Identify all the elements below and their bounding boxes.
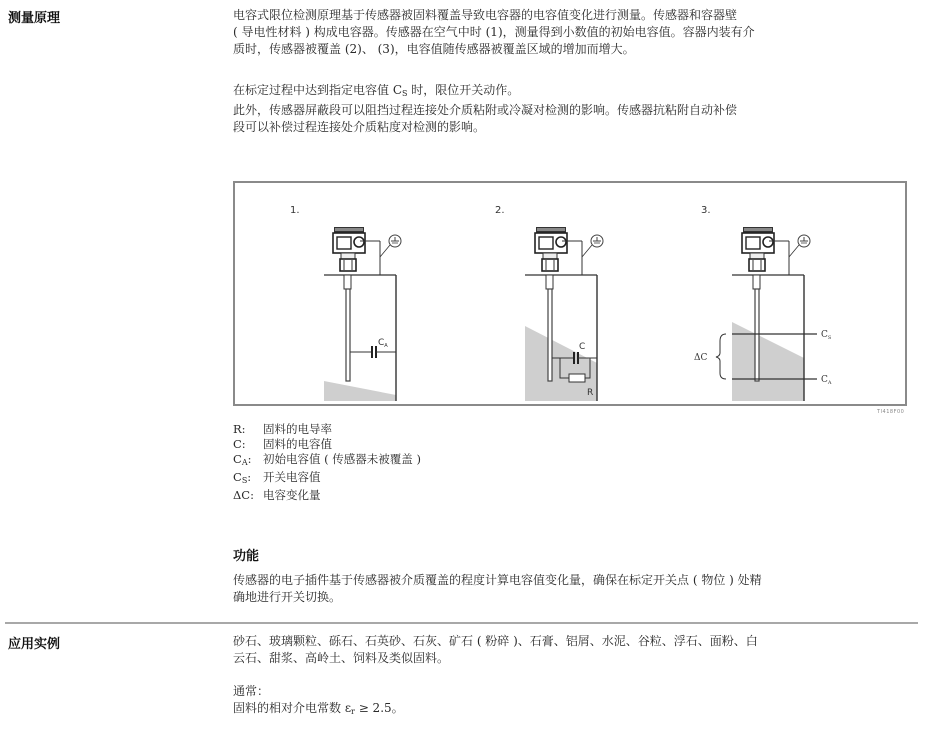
figure-id: TI418F00 [877, 409, 905, 415]
panel-3 [694, 205, 832, 401]
legend-text: 固料的电导率 [263, 422, 332, 436]
text-line: ( 导电性材料 ) 构成电容器。传感器在空气中时 (1)，测量得到小数值的初始电容值。容器内装有介 [233, 25, 755, 39]
text-line: 云石、甜浆、高岭土、饲料及类似固料。 [233, 651, 450, 665]
principle-paragraph-2 [233, 82, 913, 136]
diagram-label: C [579, 342, 586, 352]
diagram-label: $C_A$ [378, 338, 388, 349]
text-line: 传感器的电子插件基于传感器被介质覆盖的程度计算电容值变化量，确保在标定开关点 ( 物位 ) 处精 [233, 573, 762, 587]
legend-key: $C_S$: [233, 470, 252, 485]
capacitance-diagram [235, 183, 909, 408]
diagram-label: $C_A$ [821, 375, 832, 386]
text-line [233, 82, 913, 102]
text-line: 此外，传感器屏蔽段可以阻挡过程连接处介质粘附或冷凝对检测的影响。传感器抗粘附自动补偿 [233, 103, 738, 117]
legend-key: C: [233, 437, 246, 451]
legend-row [233, 422, 421, 437]
panel-number: 2. [495, 205, 505, 216]
function-title: 功能 [233, 549, 260, 564]
legend-row [233, 437, 421, 452]
text-fragment: 时，限位开关动作。 [407, 83, 520, 97]
application-note [233, 683, 913, 720]
section-divider [5, 622, 918, 624]
section-title-application: 应用实例 [8, 637, 61, 652]
figure-legend [233, 422, 421, 503]
text-line: 电容式限位检测原理基于传感器被固料覆盖导致电容器的电容值变化进行测量。传感器和容器壁 [233, 8, 738, 22]
text-line: 质时，传感器被覆盖 (2)、 (3)，电容值随传感器被覆盖区域的增加而增大。 [233, 42, 635, 56]
legend-key: $C_A$: [233, 452, 252, 467]
text-fragment: 在标定过程中达到指定电容值 C [233, 83, 402, 97]
capacitance-diagram-figure [233, 181, 907, 406]
application-paragraph [233, 633, 913, 667]
legend-text: 固料的电容值 [263, 437, 332, 451]
text-line: 段可以补偿过程连接处介质粘度对检测的影响。 [233, 120, 486, 134]
legend-row [233, 452, 421, 470]
text-line: 确地进行开关切换。 [233, 590, 342, 604]
legend-row [233, 488, 421, 503]
legend-text: 开关电容值 [263, 470, 321, 484]
diagram-label: ΔC [694, 353, 708, 363]
panel-number: 3. [701, 205, 711, 216]
panel-1 [290, 205, 401, 401]
subscript: S [402, 89, 408, 98]
panel-number: 1. [290, 205, 300, 216]
legend-key: R: [233, 422, 246, 436]
panel-2 [495, 205, 603, 401]
principle-paragraph-1 [233, 7, 913, 58]
legend-row [233, 470, 421, 488]
diagram-label: R [587, 388, 594, 398]
function-paragraph [233, 572, 913, 606]
diagram-label: $C_S$ [821, 330, 832, 341]
section-title-measuring-principle: 测量原理 [8, 11, 61, 26]
legend-text: 电容变化量 [263, 488, 321, 502]
legend-text: 初始电容值 ( 传感器未被覆盖 ) [263, 452, 421, 466]
note-text: 固料的相对介电常数 $\varepsilon_r \ge 2.5$。 [233, 701, 404, 716]
note-label: 通常： [233, 684, 270, 698]
legend-key: ΔC: [233, 488, 254, 502]
text-line: 砂石、玻璃颗粒、砾石、石英砂、石灰、矿石 ( 粉碎 )、石膏、铝屑、水泥、谷粒、浮石、面粉、白 [233, 634, 758, 648]
